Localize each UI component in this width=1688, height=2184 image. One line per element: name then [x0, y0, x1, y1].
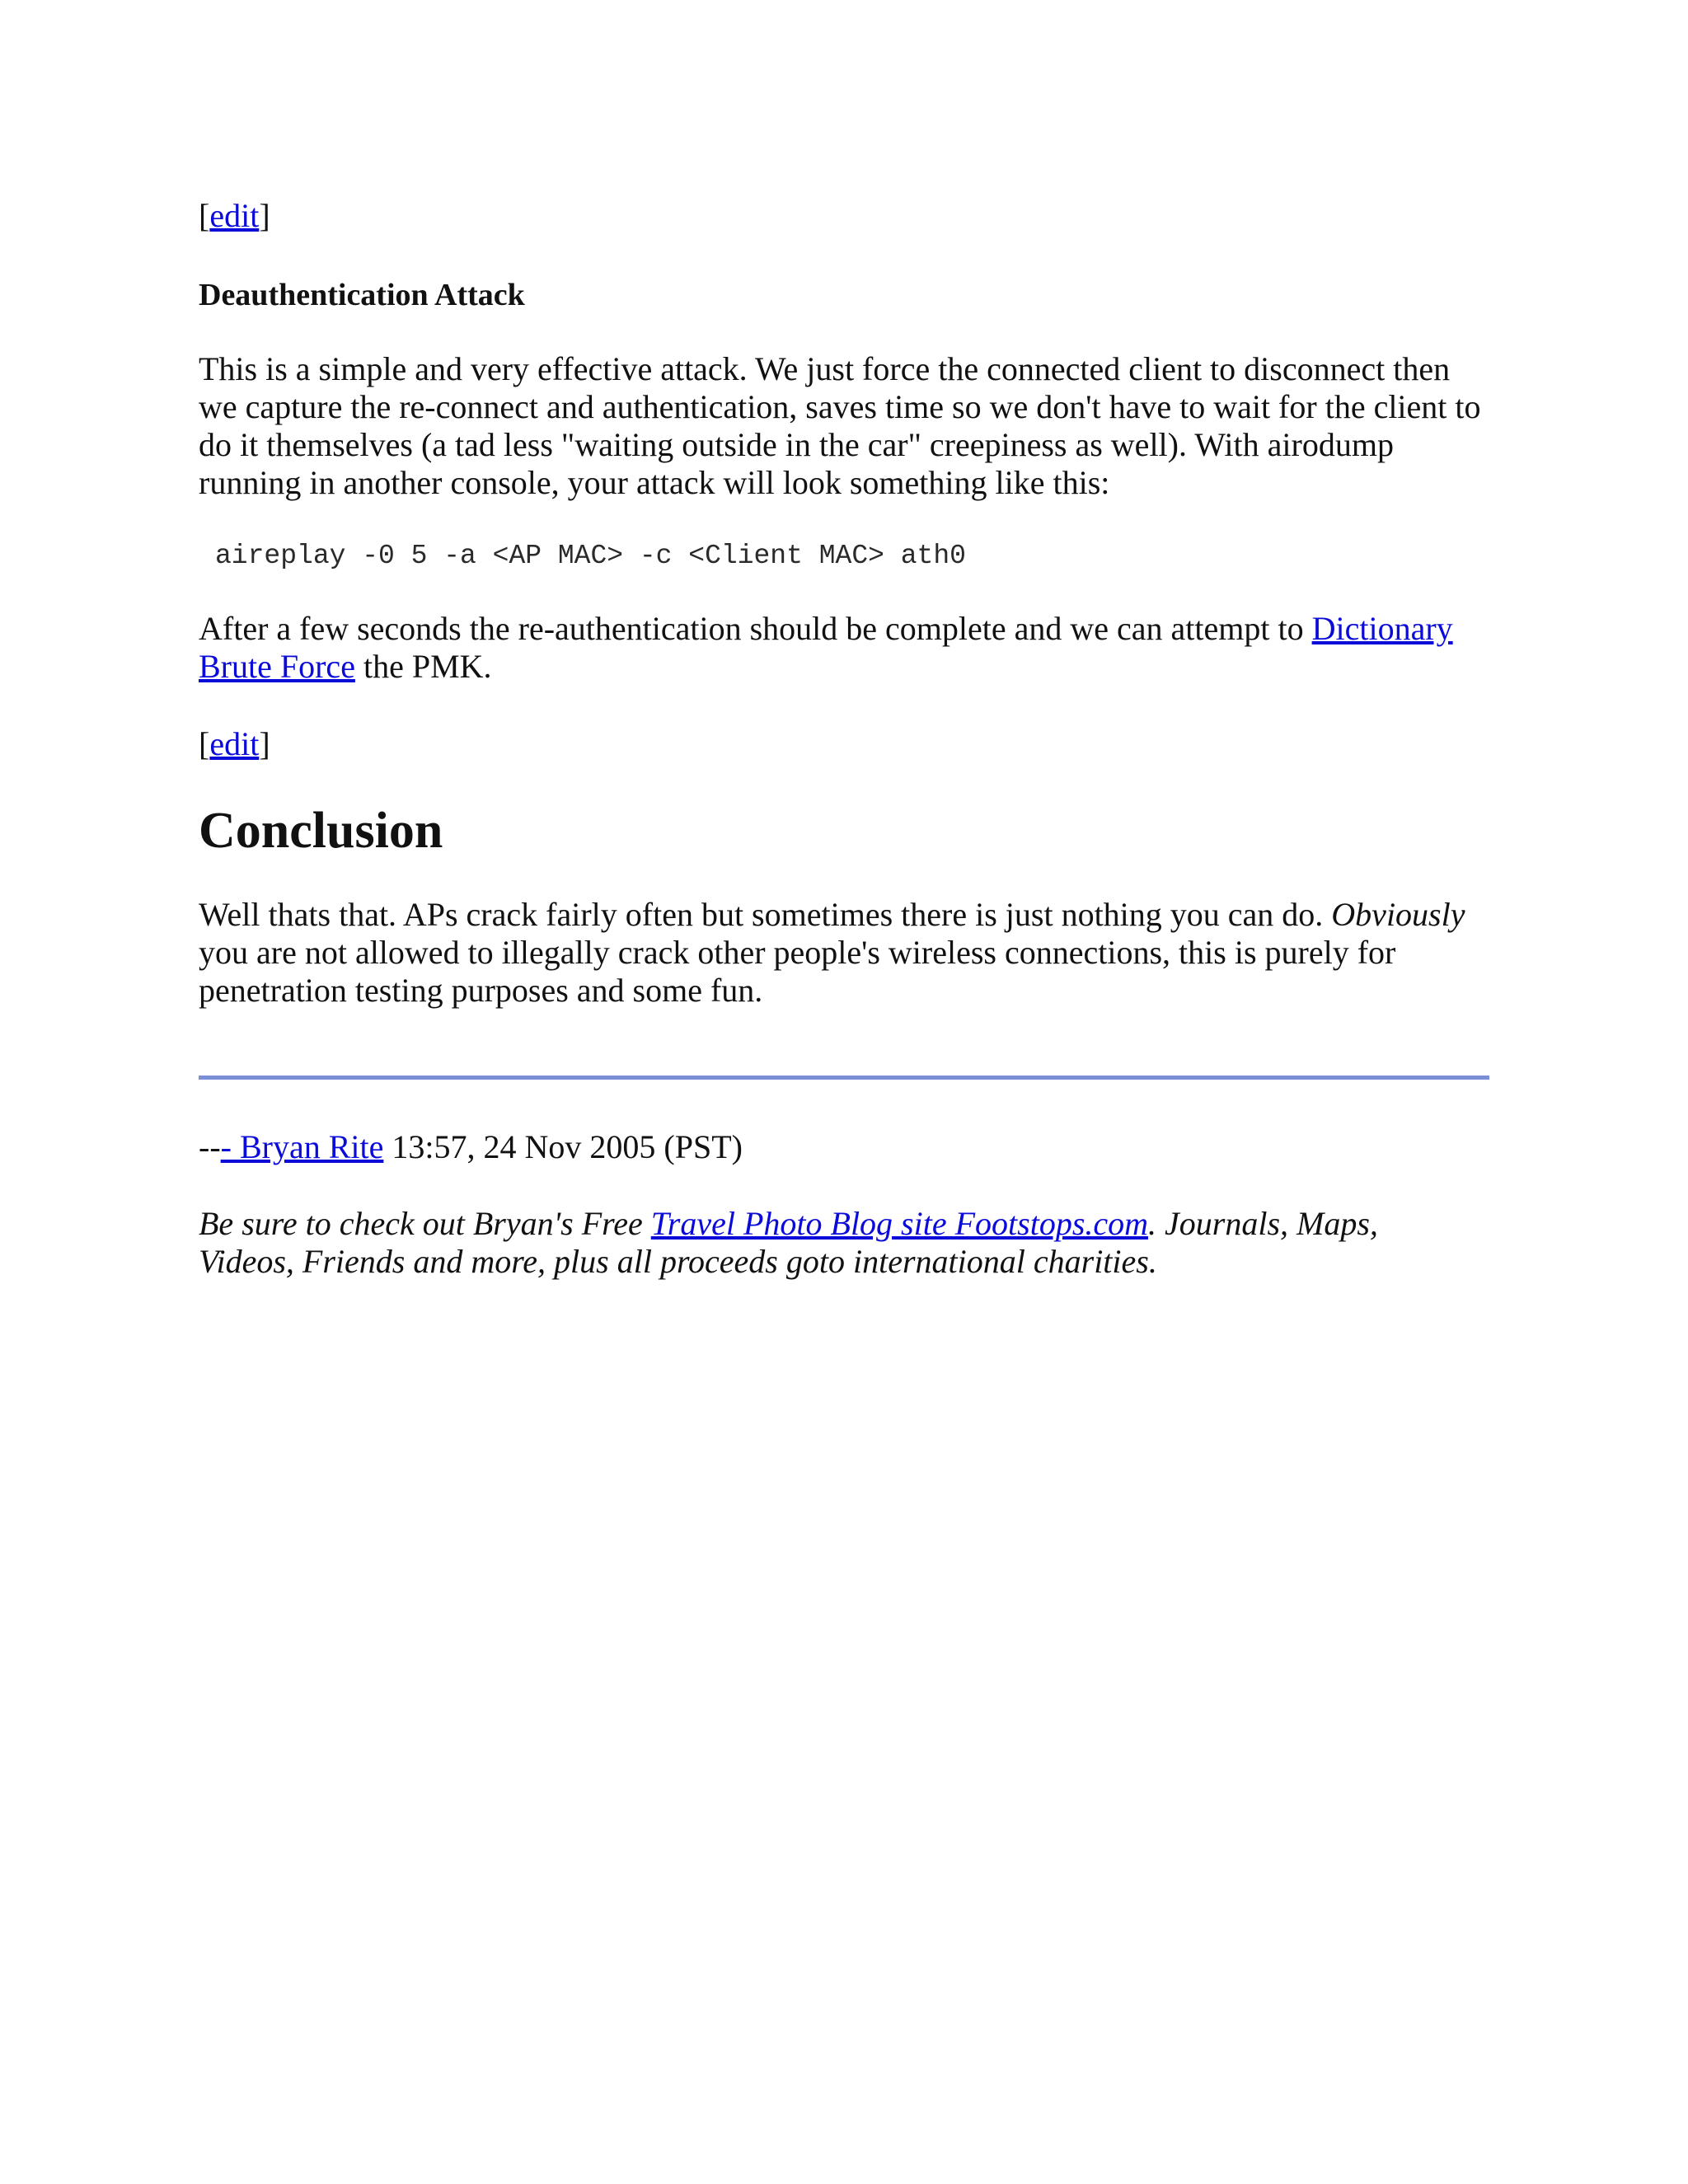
edit-link[interactable]: edit [209, 197, 260, 234]
promo-text-after: . Journals, Maps, [1148, 1205, 1378, 1242]
intro-line: we capture the re-connect and authentication, saves time so we don't have to wait for the client to [199, 388, 1481, 425]
emphasis-obviously: Obviously [1331, 896, 1465, 933]
conclusion-line: penetration testing purposes and some fun. [199, 972, 763, 1009]
conclusion-text: Well thats that. APs crack fairly often but sometimes there is just nothing you can do. [199, 896, 1332, 933]
edit-section-link-1: [edit] [199, 197, 270, 234]
deauth-intro-paragraph [199, 350, 1489, 502]
aireplay-command: aireplay -0 5 -a <AP MAC> -c <Client MAC> ath0 [215, 541, 966, 571]
intro-line: This is a simple and very effective attack. We just force the connected client to disconnect then [199, 350, 1451, 387]
after-text-end: the PMK. [354, 648, 492, 685]
deauth-after-paragraph [199, 610, 1489, 686]
conclusion-heading: Conclusion [199, 803, 443, 859]
footstops-link[interactable]: Travel Photo Blog site Footstops.com [650, 1205, 1149, 1242]
dictionary-brute-force-link-cont[interactable]: Brute Force [199, 648, 355, 685]
conclusion-paragraph [199, 896, 1489, 1010]
after-text: After a few seconds the re-authentication should be complete and we can attempt to [199, 610, 1312, 647]
author-link[interactable]: - Bryan Rite [220, 1128, 384, 1165]
dictionary-brute-force-link[interactable]: Dictionary [1311, 610, 1453, 647]
horizontal-divider [199, 1076, 1489, 1080]
edit-section-link-2: [edit] [199, 725, 270, 762]
intro-line: do it themselves (a tad less "waiting outside in the car" creepiness as well). With airodump [199, 426, 1394, 463]
intro-line: running in another console, your attack will look something like this: [199, 464, 1110, 501]
deauth-heading: Deauthentication Attack [199, 278, 525, 312]
promo-line: Videos, Friends and more, plus all proceeds goto international charities. [199, 1243, 1157, 1280]
promo-paragraph [199, 1205, 1378, 1281]
promo-text: Be sure to check out Bryan's Free [199, 1205, 651, 1242]
edit-link[interactable]: edit [209, 725, 260, 762]
conclusion-line: you are not allowed to illegally crack other people's wireless connections, this is purely for [199, 934, 1396, 971]
signature-line [199, 1128, 743, 1166]
signature-timestamp: 13:57, 24 Nov 2005 (PST) [383, 1128, 743, 1165]
signature-prefix: -- [199, 1128, 221, 1165]
